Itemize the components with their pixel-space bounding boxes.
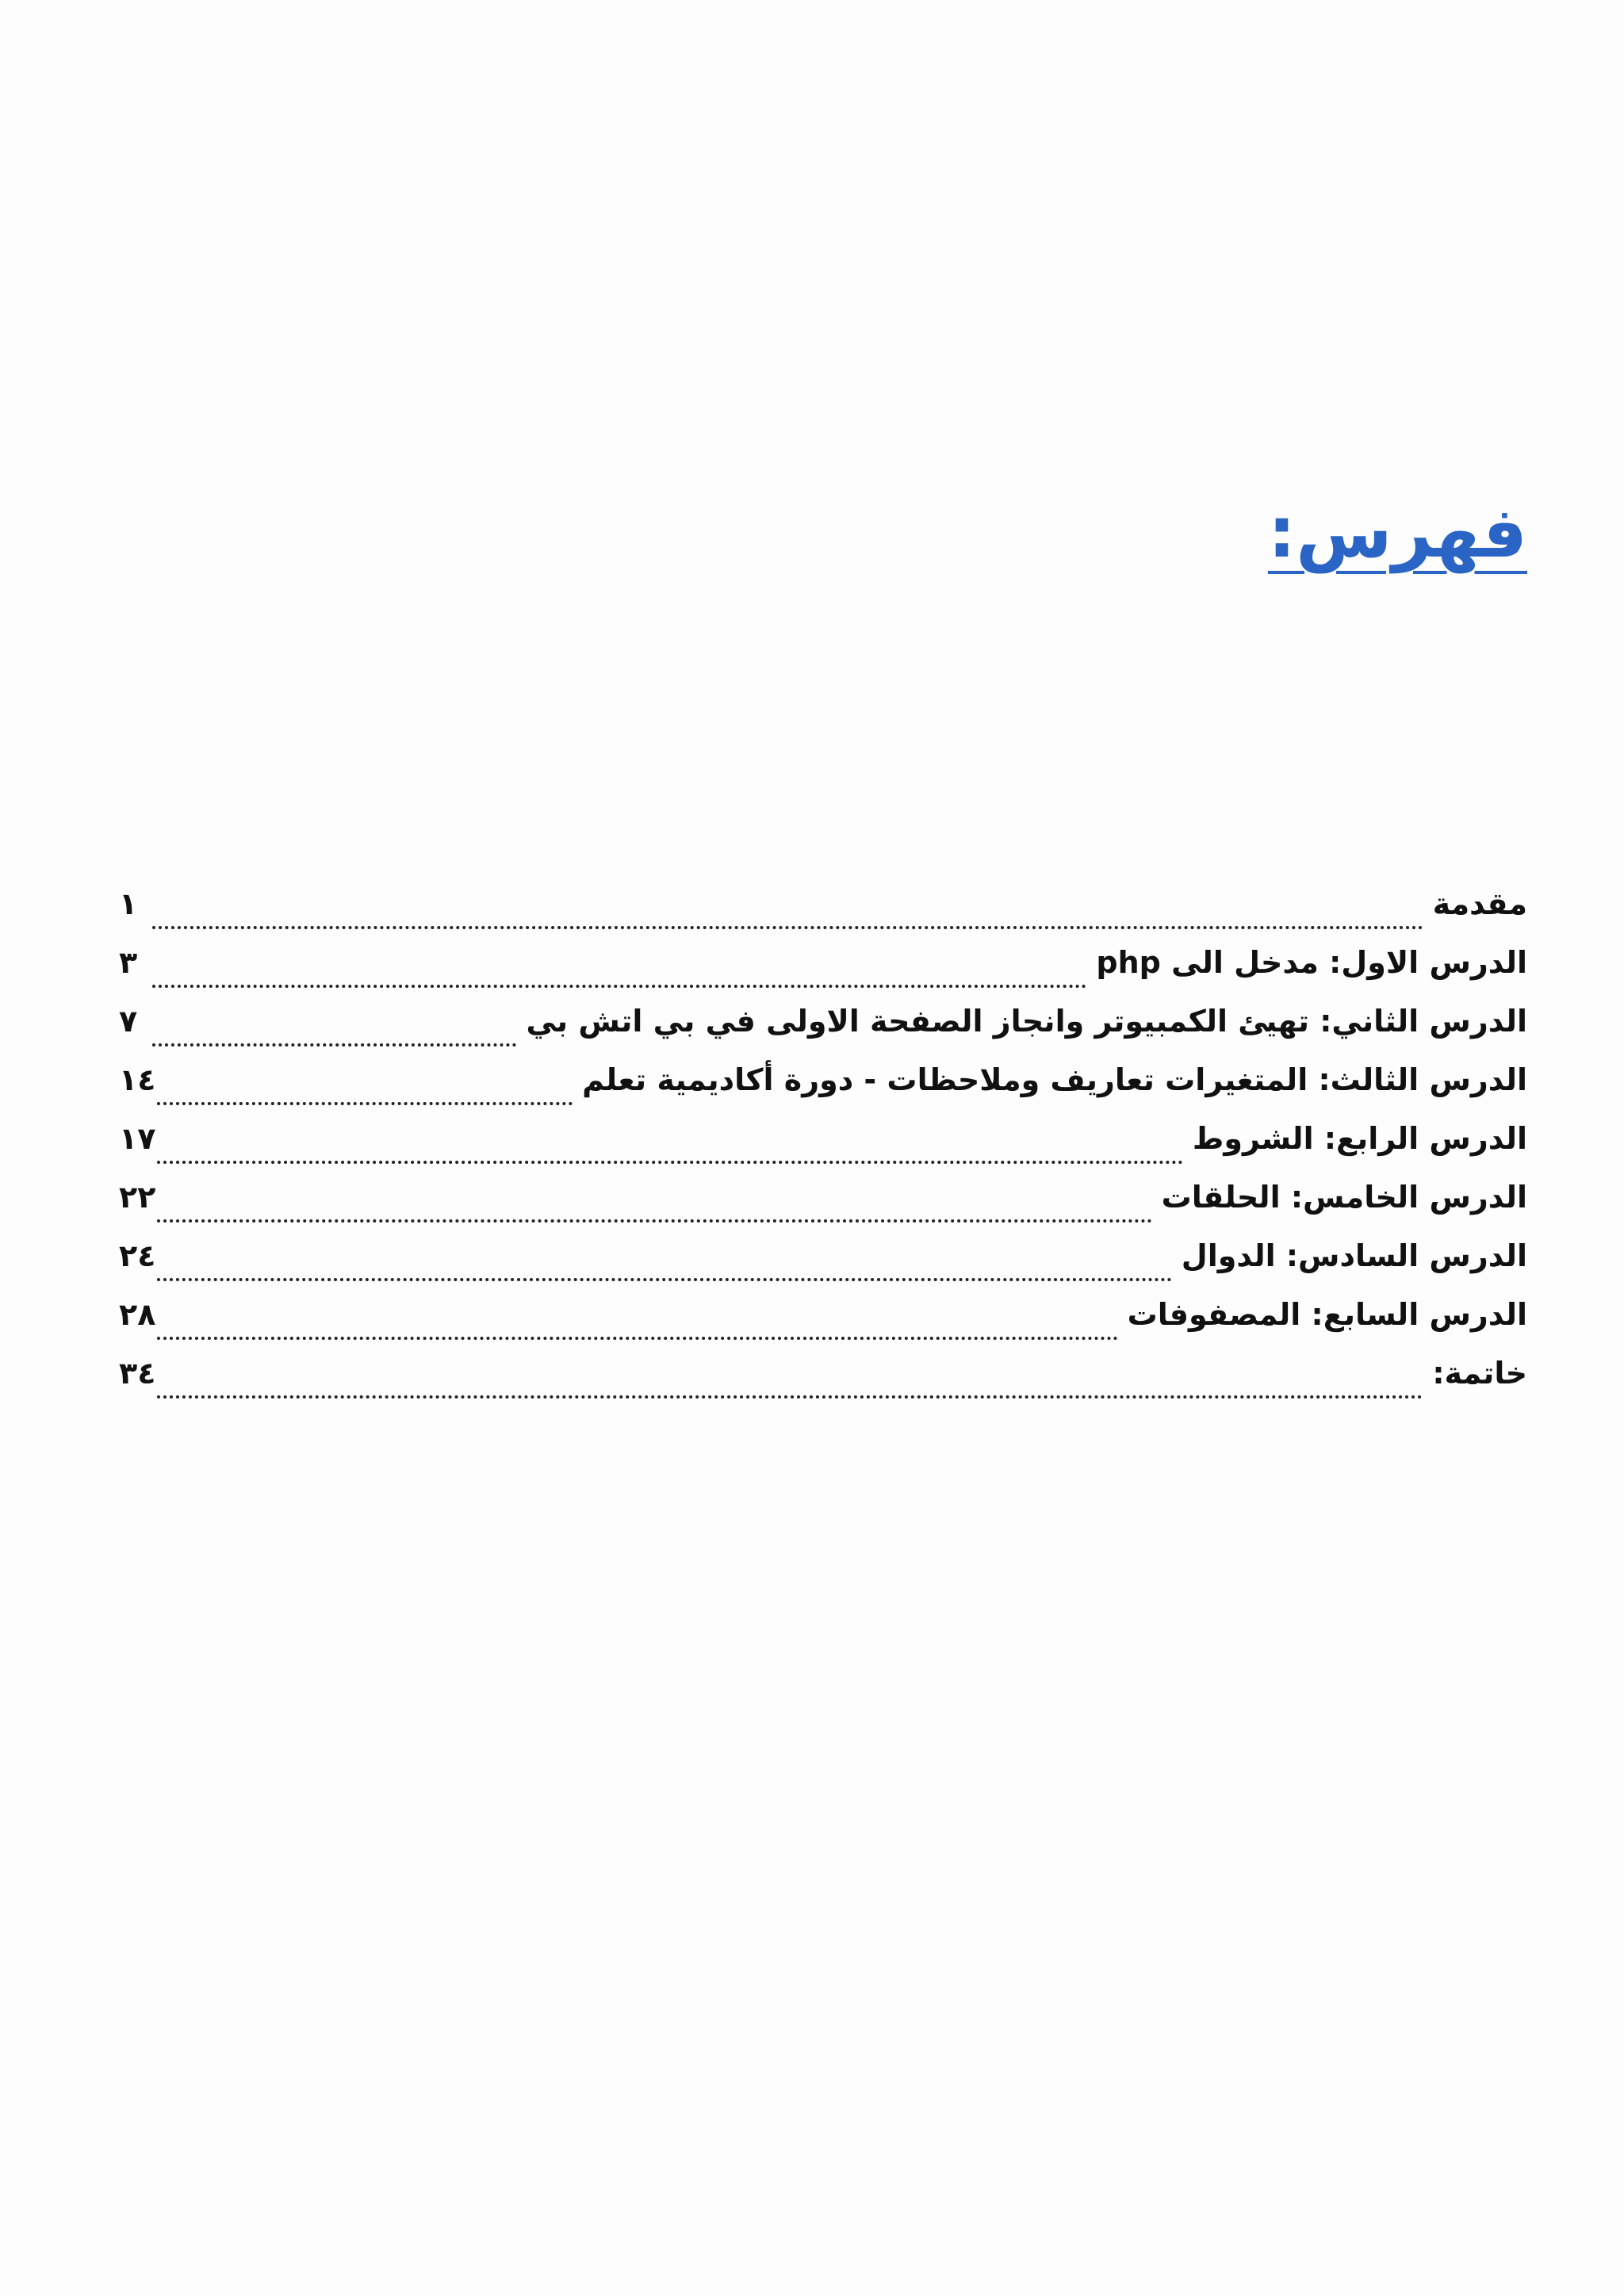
- toc-title: فهرس:: [1267, 492, 1527, 573]
- toc-entry-page: ١٤: [119, 1062, 156, 1097]
- toc-entry-page: ٣: [119, 945, 138, 980]
- toc-entry[interactable]: [119, 1004, 1527, 1062]
- toc-entry-page: ٢٨: [119, 1297, 156, 1332]
- toc-entry[interactable]: [119, 886, 1527, 945]
- toc-entry[interactable]: [119, 1062, 1527, 1121]
- toc-entry-page: ١: [119, 886, 138, 921]
- toc-entry[interactable]: [119, 1356, 1527, 1414]
- toc-dot-leader: [157, 1395, 1423, 1399]
- toc-entry-label: مقدمة: [1432, 886, 1527, 921]
- toc-entry-label: الدرس الاول: مدخل الى php: [1096, 945, 1527, 980]
- toc-entry-page: ٧: [119, 1004, 138, 1039]
- toc-dot-leader: [152, 926, 1423, 929]
- toc-entry-label: الدرس السادس: الدوال: [1181, 1238, 1527, 1273]
- toc-dot-leader: [152, 985, 1086, 988]
- toc-dot-leader: [157, 1102, 573, 1105]
- toc-entry[interactable]: [119, 1121, 1527, 1180]
- toc-dot-leader: [157, 1161, 1183, 1164]
- toc-entry-label: الدرس الخامس: الحلقات: [1161, 1180, 1527, 1215]
- toc-entry-page: ٢٤: [119, 1238, 156, 1273]
- toc-entry[interactable]: [119, 1180, 1527, 1238]
- toc-entry-page: ٣٤: [119, 1356, 156, 1391]
- toc-entry-label: الدرس الرابع: الشروط: [1192, 1121, 1527, 1156]
- toc-dot-leader: [157, 1278, 1171, 1281]
- toc-entry-label: الدرس الثاني: تهيئ الكمبيوتر وانجاز الصفحة الاولى في بي اتش بي: [526, 1004, 1527, 1039]
- toc-entry[interactable]: [119, 1238, 1527, 1297]
- toc-dot-leader: [157, 1219, 1151, 1223]
- toc-dot-leader: [157, 1337, 1117, 1340]
- toc-entry[interactable]: [119, 945, 1527, 1004]
- toc-dot-leader: [152, 1043, 516, 1047]
- toc-entry-label: خاتمة:: [1432, 1356, 1527, 1391]
- toc-entry-page: ٢٢: [119, 1180, 156, 1215]
- toc-entry-page: ١٧: [119, 1121, 156, 1156]
- toc-entry-label: الدرس الثالث: المتغيرات تعاريف وملاحظات - دورة أكاديمية تعلم: [582, 1062, 1527, 1097]
- toc-entry[interactable]: [119, 1297, 1527, 1356]
- table-of-contents: [119, 886, 1527, 1414]
- toc-entry-label: الدرس السابع: المصفوفات: [1127, 1297, 1527, 1332]
